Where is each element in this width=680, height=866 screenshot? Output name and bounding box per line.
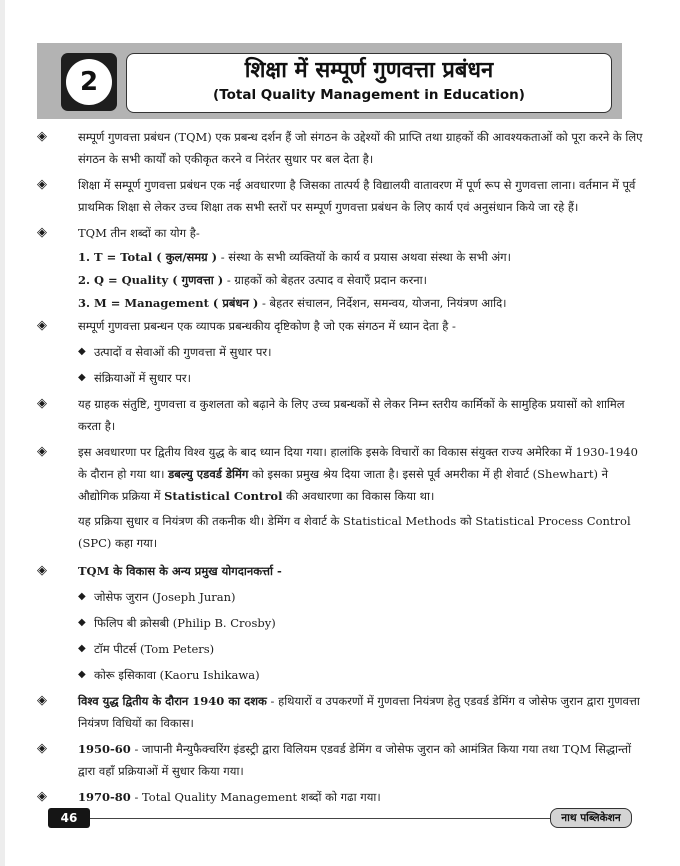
- timeline-item: [34, 738, 650, 782]
- term-label: 2. Q = Quality ( गुणवत्ता ): [78, 273, 224, 287]
- list-item: [34, 315, 650, 337]
- solid-diamond-bullet-icon: ◆: [78, 617, 86, 628]
- sub-list-item: [78, 341, 650, 363]
- chapter-number: 2: [66, 59, 112, 105]
- contributors-heading: TQM के विकास के अन्य प्रमुख योगदानकर्त्ता -: [78, 564, 282, 578]
- item-text: शिक्षा में सम्पूर्ण गुणवत्ता प्रबंधन एक नई अवधारणा है जिसका तात्पर्य है विद्यालयी वातावरण में पूर्ण रूप से गुणवत्ता लाना। वर्तमान में पूर्व प्राथमिक शिक्षा से लेकर उच्च शिक्षा तक सभी स्तरों पर सम्पूर्ण गुणवत्ता प्रबंधन के लिए कार्य एवं अनुसंधान किये जा रहे हैं।: [78, 178, 636, 214]
- chapter-title-box: [126, 53, 612, 113]
- chapter-number-badge: [61, 53, 117, 111]
- diamond-bullet-icon: ◈: [37, 318, 47, 333]
- timeline-text: - Total Quality Management शब्दों को गढा गया।: [130, 790, 381, 804]
- history-text: को इसका प्रमुख श्रेय दिया जाता है। इससे पूर्व अमरीका में ही शेवार्ट (Shewhart) ने औद्योगिक प्रक्रिया में: [78, 467, 609, 503]
- history-text: इस अवधारणा पर द्वितीय विश्व युद्ध के बाद ध्यान दिया गया। हालांकि इसके विचारों का विकास संयुक्त राज्य अमेरिका में 1930-1940 के दौरान हो गया था।: [78, 445, 638, 481]
- solid-diamond-bullet-icon: ◆: [78, 372, 86, 383]
- history-spc-paragraph: यह प्रक्रिया सुधार व नियंत्रण की तकनीक थी। डेमिंग व शेवार्ट के Statistical Methods को Statistical Process Control (SPC) कहा गया।: [78, 514, 631, 550]
- diamond-bullet-icon: ◈: [37, 563, 47, 578]
- contributor-item: [78, 612, 650, 634]
- history-text: की अवधारणा का विकास किया था।: [282, 489, 435, 503]
- focus-points-list: [34, 341, 650, 389]
- chapter-title-english: (Total Quality Management in Education): [213, 87, 525, 103]
- page-footer: [48, 808, 632, 828]
- timeline-text: - जापानी मैन्युफैक्चरिंग इंडस्ट्री द्वारा विलियम एडवर्ड डेमिंग व जोसेफ जुरान को आमंत्रित किया गया तथा TQM सिद्धान्तों द्वारा वहाँ प्रक्रियाओं में सुधार किया गया।: [78, 742, 632, 778]
- chapter-title-hindi: शिक्षा में सम्पूर्ण गुणवत्ता प्रबंधन: [244, 58, 494, 83]
- contributors-list: [34, 586, 650, 686]
- diamond-bullet-icon: ◈: [37, 225, 47, 240]
- sub-item-text: संक्रियाओं में सुधार पर।: [94, 371, 191, 385]
- diamond-bullet-icon: ◈: [37, 693, 47, 708]
- list-item: [34, 222, 650, 244]
- page-content: [34, 126, 650, 810]
- tqm-term-quality: [34, 269, 650, 291]
- diamond-bullet-icon: ◈: [37, 129, 47, 144]
- diamond-bullet-icon: ◈: [37, 741, 47, 756]
- timeline-item: [34, 786, 650, 808]
- sub-list-item: [78, 367, 650, 389]
- term-label: 3. M = Management ( प्रबंधन ): [78, 296, 259, 310]
- diamond-bullet-icon: ◈: [37, 444, 47, 459]
- timeline-label: 1950-60: [78, 742, 131, 756]
- term-label: 1. T = Total ( कुल/समग्र ): [78, 250, 218, 264]
- publisher-label: नाथ पब्लिकेशन: [550, 808, 632, 828]
- solid-diamond-bullet-icon: ◆: [78, 346, 86, 357]
- page-number: 46: [48, 808, 90, 828]
- contributor-item: [78, 586, 650, 608]
- timeline-text: - हथियारों व उपकरणों में गुणवत्ता नियंत्रण हेतु एडवर्ड डेमिंग व जोसेफ जुरान द्वारा गुणवत्ता नियंत्रण विधियों का विकास।: [78, 694, 640, 730]
- list-item: [34, 393, 650, 437]
- item-text: यह ग्राहक संतुष्टि, गुणवत्ता व कुशलता को बढ़ाने के लिए उच्च प्रबन्धकों से लेकर निम्न स्तरीय कार्मिकों के सामुहिक प्रयासों को शामिल करता है।: [78, 397, 625, 433]
- term-desc: - संस्था के सभी व्यक्तियों के कार्य व प्रयास अथवा संस्था के सभी अंग।: [217, 250, 511, 264]
- list-item: [34, 126, 650, 170]
- tqm-term-management: [34, 292, 650, 314]
- item-text: सम्पूर्ण गुणवत्ता प्रबन्धन एक व्यापक प्रबन्धकीय दृष्टिकोण है जो एक संगठन में ध्यान देता है -: [78, 319, 456, 333]
- sub-item-text: उत्पादों व सेवाओं की गुणवत्ता में सुधार पर।: [94, 345, 272, 359]
- timeline-label: 1970-80: [78, 790, 131, 804]
- diamond-bullet-icon: ◈: [37, 396, 47, 411]
- list-item: [34, 174, 650, 218]
- solid-diamond-bullet-icon: ◆: [78, 643, 86, 654]
- contributor-item: [78, 664, 650, 686]
- contributor-name: टॉम पीटर्स (Tom Peters): [94, 642, 215, 656]
- history-bold-statistical-control: Statistical Control: [164, 489, 283, 503]
- list-item-history: [34, 441, 650, 507]
- item-text: TQM तीन शब्दों का योग है-: [78, 226, 200, 240]
- contributor-name: कोरू इसिकावा (Kaoru Ishikawa): [94, 668, 260, 682]
- page-edge-shadow: [0, 0, 5, 866]
- tqm-term-total: [34, 246, 650, 268]
- footer-divider: [90, 818, 550, 819]
- chapter-header: [37, 43, 622, 119]
- timeline-label: विश्व युद्ध द्वितीय के दौरान 1940 का दशक: [78, 694, 267, 708]
- contributor-name: फिलिप बी क्रोसबी (Philip B. Crosby): [94, 616, 276, 630]
- solid-diamond-bullet-icon: ◆: [78, 669, 86, 680]
- diamond-bullet-icon: ◈: [37, 789, 47, 804]
- item-text: सम्पूर्ण गुणवत्ता प्रबंधन (TQM) एक प्रबन्ध दर्शन हैं जो संगठन के उद्देश्यों की प्राप्ति तथा ग्राहकों की आवश्यकताओं को पूरा करने के लिए संगठन के सभी कार्यों को एकीकृत करने व निरंतर सुधार पर बल देता है।: [78, 130, 643, 166]
- contributor-name: जोसेफ जुरान (Joseph Juran): [94, 590, 236, 604]
- timeline-item: [34, 690, 650, 734]
- contributor-item: [78, 638, 650, 660]
- solid-diamond-bullet-icon: ◆: [78, 591, 86, 602]
- term-desc: - ग्राहकों को बेहतर उत्पाद व सेवाएँ प्रदान करना।: [223, 273, 427, 287]
- list-item-contributors: [34, 560, 650, 582]
- diamond-bullet-icon: ◈: [37, 177, 47, 192]
- term-desc: - बेहतर संचालन, निर्देशन, समन्वय, योजना, नियंत्रण आदि।: [258, 296, 507, 310]
- history-bold-deming: डबल्यु एडवर्ड डेमिंग: [168, 467, 249, 481]
